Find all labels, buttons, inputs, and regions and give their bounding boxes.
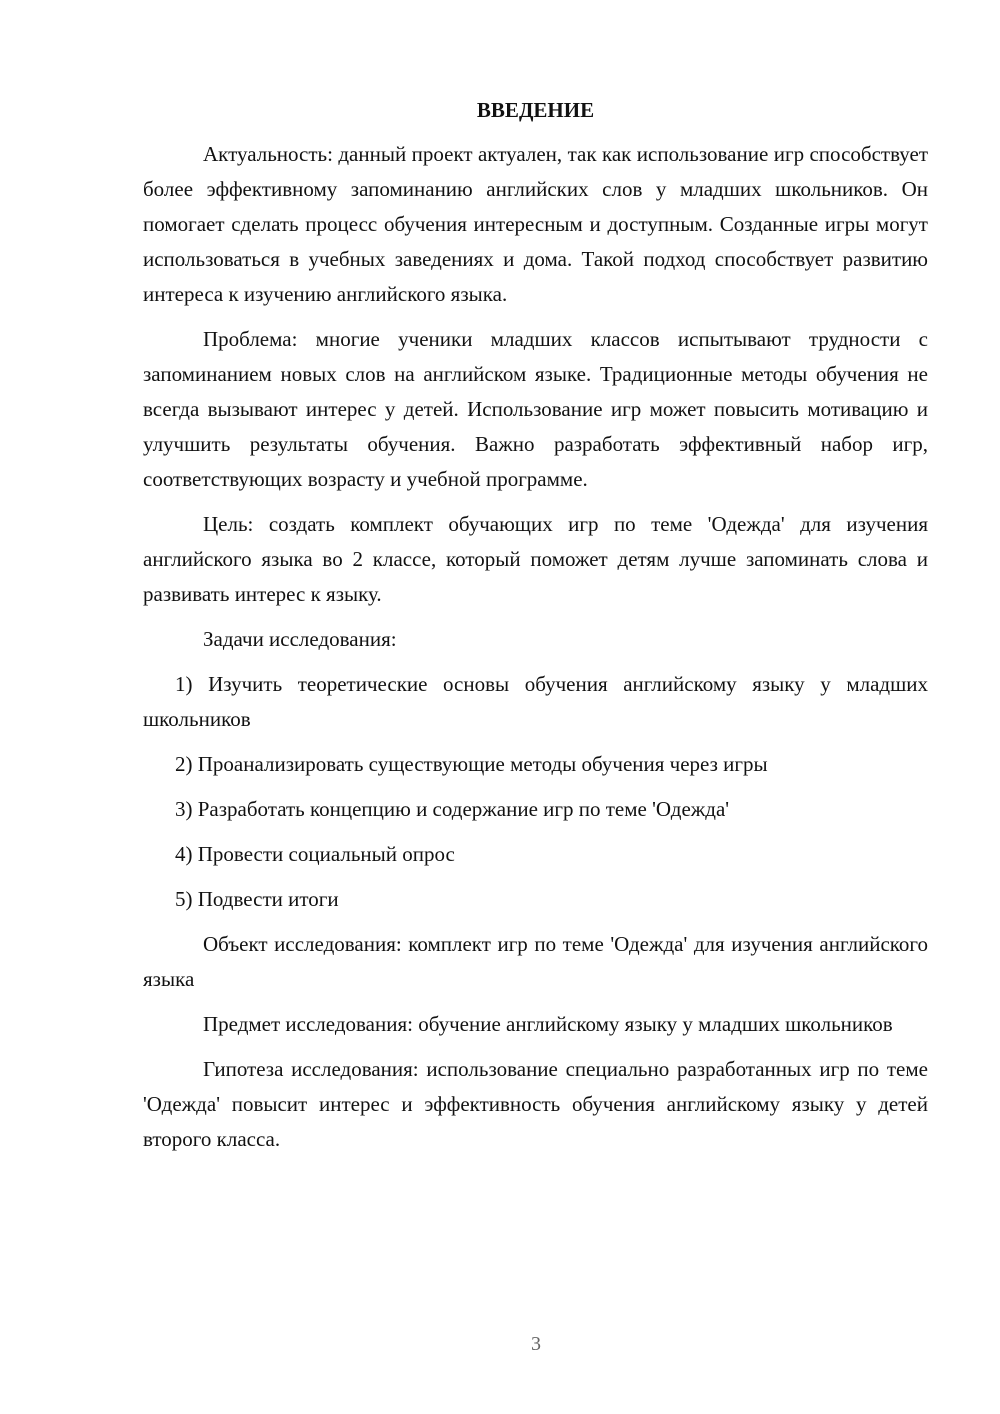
paragraph-goal: Цель: создать комплект обучающих игр по теме 'Одежда' для изучения английского языка во 2 классе, который поможет детям лучше запоминать слова и развивать интерес к языку. xyxy=(143,512,928,606)
paragraph-problem: Проблема: многие ученики младших классов испытывают трудности с запоминанием новых слов на английском языке. Традиционные методы обучения не всегда вызывают интерес у детей. Использование игр может повысить мотивацию и улучшить результаты обучения. Важно разработать эффективный набор игр, соответствующих возрасту и учебной программе. xyxy=(143,327,928,491)
task-item-1: 1) Изучить теоретические основы обучения английскому языку у младших школьников xyxy=(143,672,928,731)
task-item-5: 5) Подвести итоги xyxy=(175,887,339,911)
paragraph-subject: Предмет исследования: обучение английскому языку у младших школьников xyxy=(203,1012,893,1036)
tasks-heading: Задачи исследования: xyxy=(203,627,397,651)
task-item-3: 3) Разработать концепцию и содержание игр по теме 'Одежда' xyxy=(175,797,730,821)
document-page xyxy=(143,95,928,1167)
paragraph-object: Объект исследования: комплект игр по теме 'Одежда' для изучения английского языка xyxy=(143,932,928,991)
page-title: ВВЕДЕНИЕ xyxy=(476,98,595,122)
paragraph-hypothesis: Гипотеза исследования: использование специально разработанных игр по теме 'Одежда' повысит интерес и эффективность обучения английскому языку у детей второго класса. xyxy=(143,1057,928,1151)
task-item-4: 4) Провести социальный опрос xyxy=(175,842,455,866)
page-number: 3 xyxy=(531,1333,541,1355)
task-item-2: 2) Проанализировать существующие методы обучения через игры xyxy=(175,752,768,776)
paragraph-relevance: Актуальность: данный проект актуален, так как использование игр способствует более эффективному запоминанию английских слов у младших школьников. Он помогает сделать процесс обучения интересным и доступным. Созданные игры могут использоваться в учебных заведениях и дома. Такой подход способствует развитию интереса к изучению английского языка. xyxy=(143,142,928,306)
